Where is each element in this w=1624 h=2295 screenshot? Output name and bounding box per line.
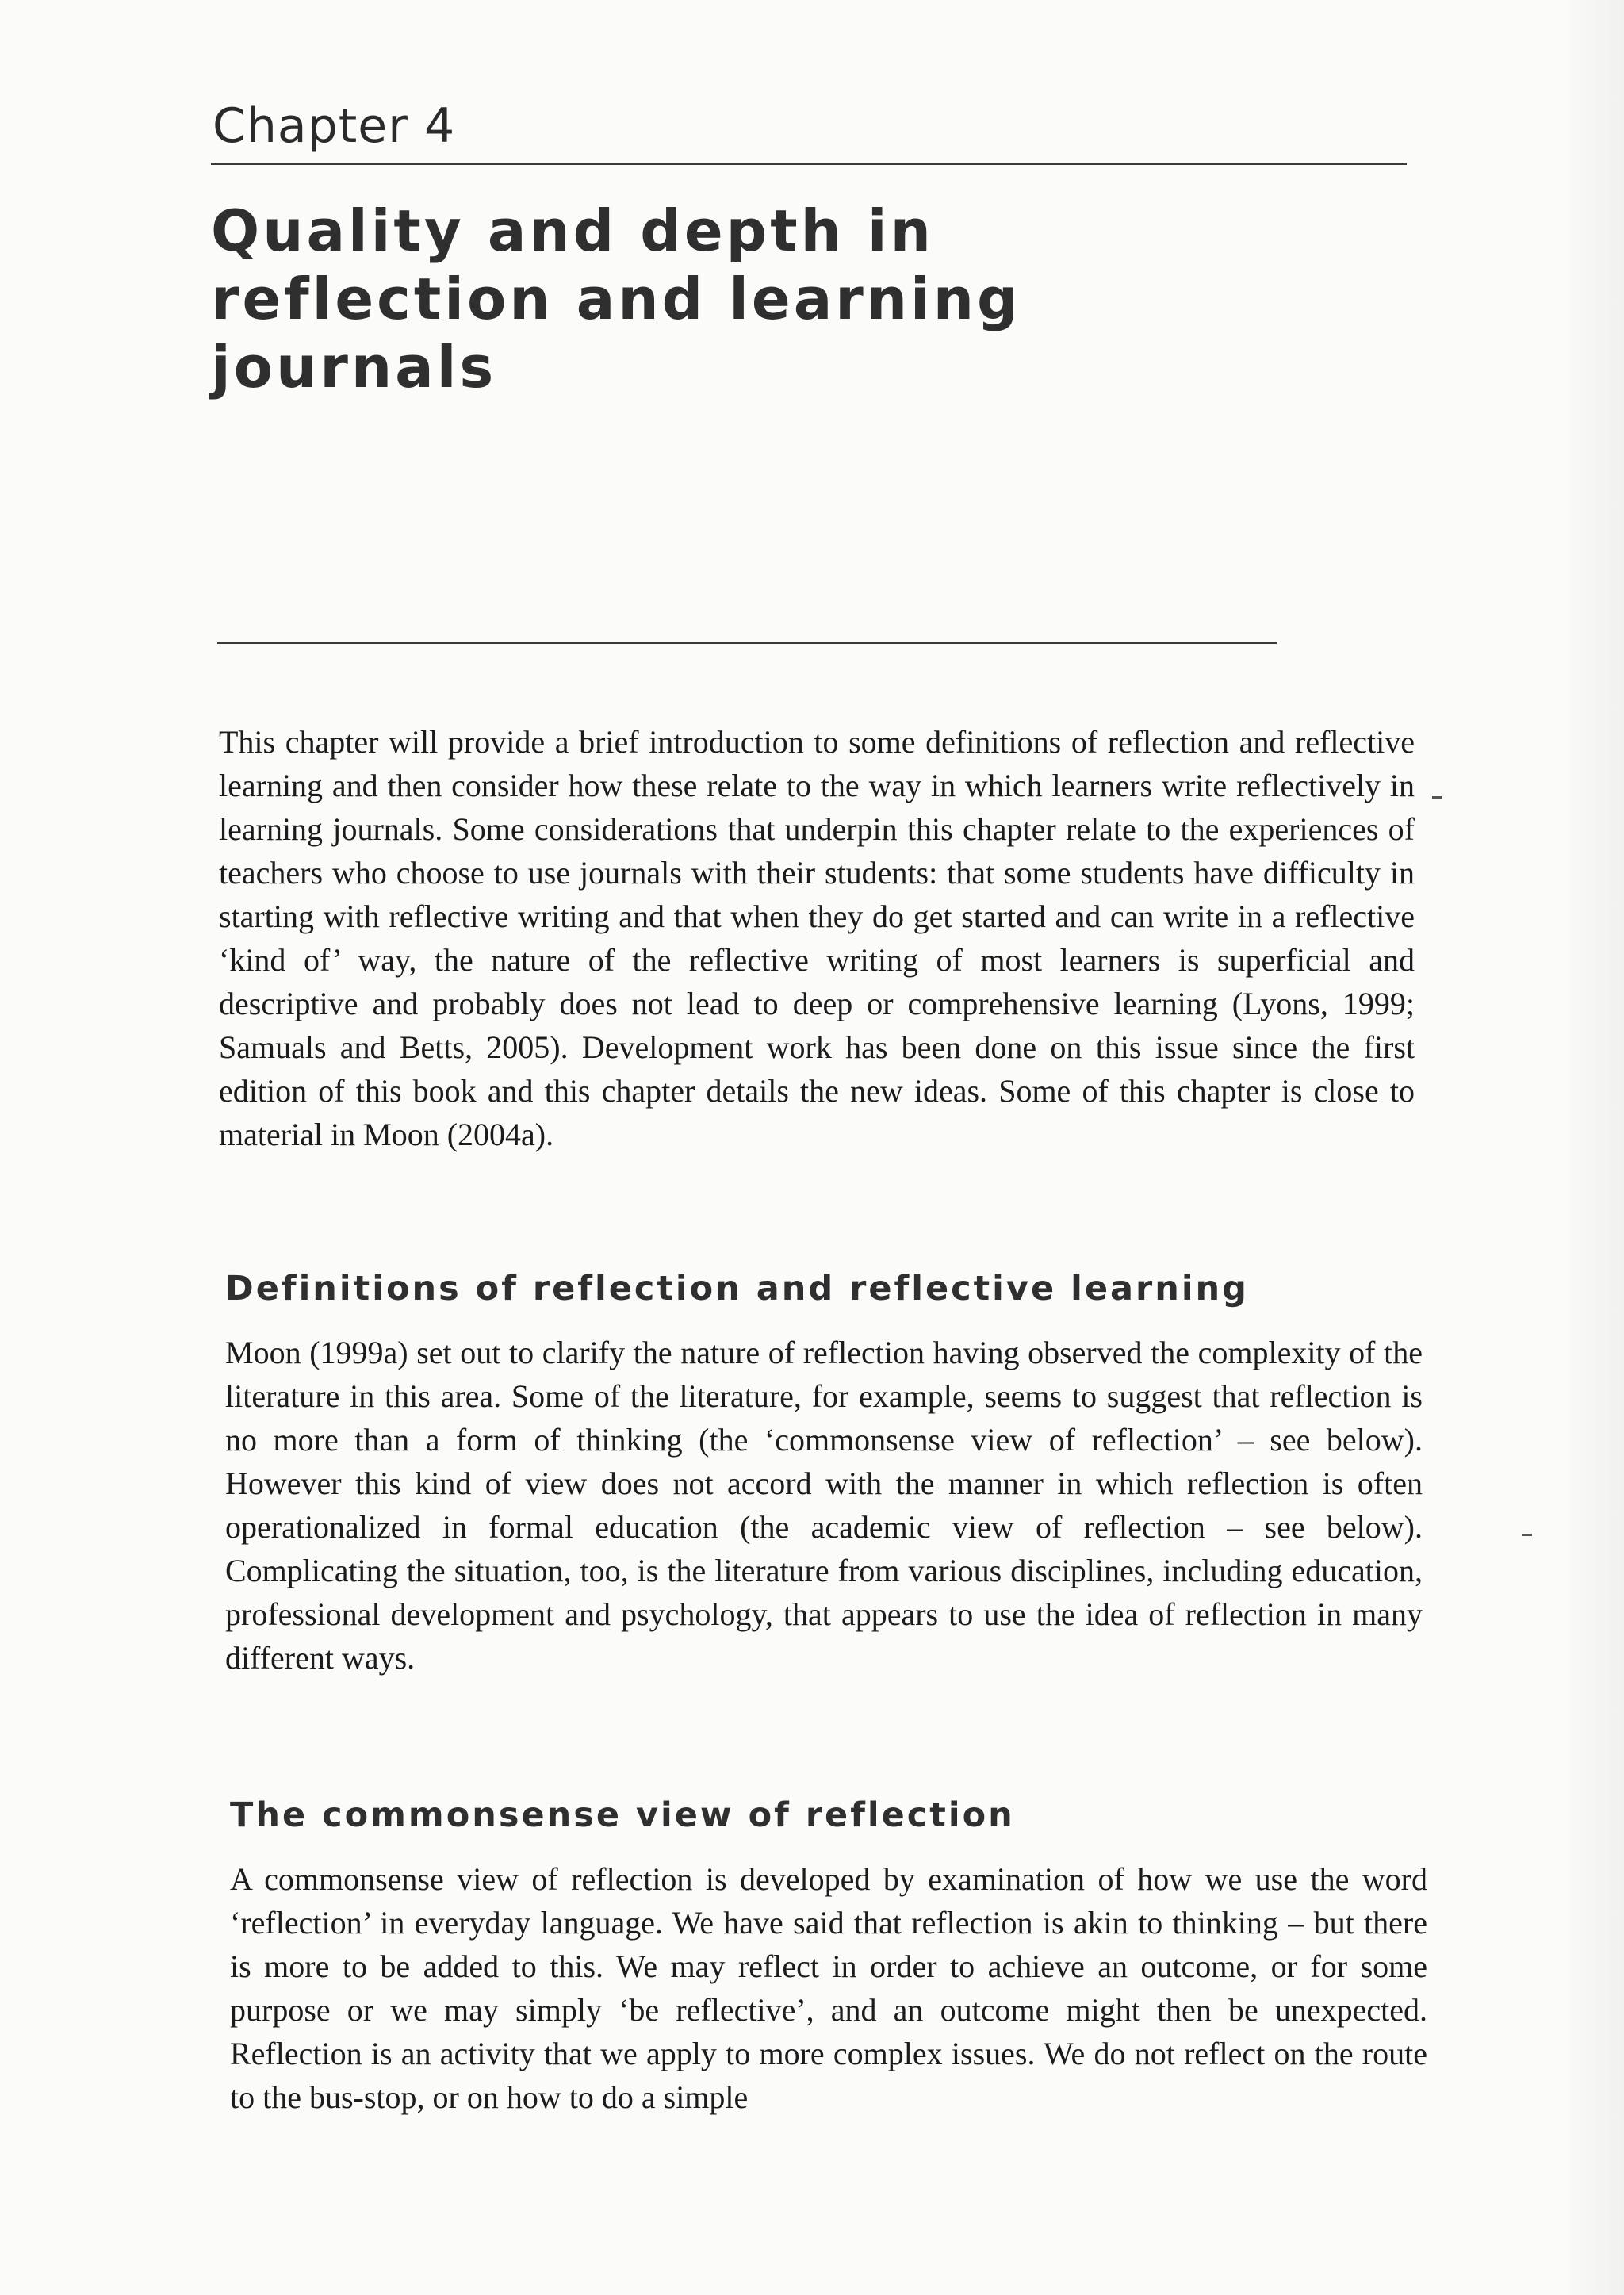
margin-tick-mark — [1522, 1534, 1532, 1536]
section-definitions — [225, 1269, 1423, 1680]
section-commonsense-view — [230, 1795, 1427, 2119]
page-edge-shadow — [1568, 0, 1624, 2295]
section-paragraph: Moon (1999a) set out to clarify the nature of reflection having observed the complexity of the literature in this area. Some of the literature, for example, seems to suggest that reflection is no more than a form of thinking (the ‘commonsense view of reflection’ – see below). However this kind of view does not accord with the manner in which reflection is often operationalized in formal education (the academic view of reflection – see below). Complicating the situation, too, is the literature from various disciplines, including education, professional development and psychology, that appears to use the idea of reflection in many different ways. — [225, 1335, 1423, 1676]
section-heading: The commonsense view of reflection — [230, 1795, 1015, 1835]
section-paragraph: A commonsense view of reflection is developed by examination of how we use the word ‘reflection’ in everyday language. We have said that reflection is akin to thinking – but there is more to be added to this. We may reflect in order to achieve an outcome, or for some purpose or we may simply ‘be reflective’, and an outcome might then be unexpected. Reflection is an activity that we apply to more complex issues. We do not reflect on the route to the bus-stop, or on how to do a simple — [230, 1861, 1427, 2115]
chapter-label: Chapter 4 — [213, 98, 456, 154]
margin-tick-mark — [1432, 796, 1442, 799]
title-separator-rule — [217, 642, 1277, 644]
section-heading: Definitions of reflection and reflective learning — [225, 1269, 1249, 1308]
chapter-title: Quality and depth in reflection and learning journals — [211, 197, 1021, 400]
intro-paragraph: This chapter will provide a brief introduction to some definitions of reflection and reflective learning and then consider how these relate to the way in which learners write reflectively in learning journals. Some considerations that underpin this chapter relate to the experiences of teachers who choose to use journals with their students: that some students have difficulty in starting with reflective writing and that when they do get started and can write in a reflective ‘kind of’ way, the nature of the reflective writing of most learners is superficial and descriptive and probably does not lead to deep or comprehensive learning (Lyons, 1999; Samuals and Betts, 2005). Development work has been done on this issue since the first edition of this book and this chapter details the new ideas. Some of this chapter is close to material in Moon (2004a). — [219, 724, 1415, 1152]
top-rule — [211, 163, 1407, 165]
